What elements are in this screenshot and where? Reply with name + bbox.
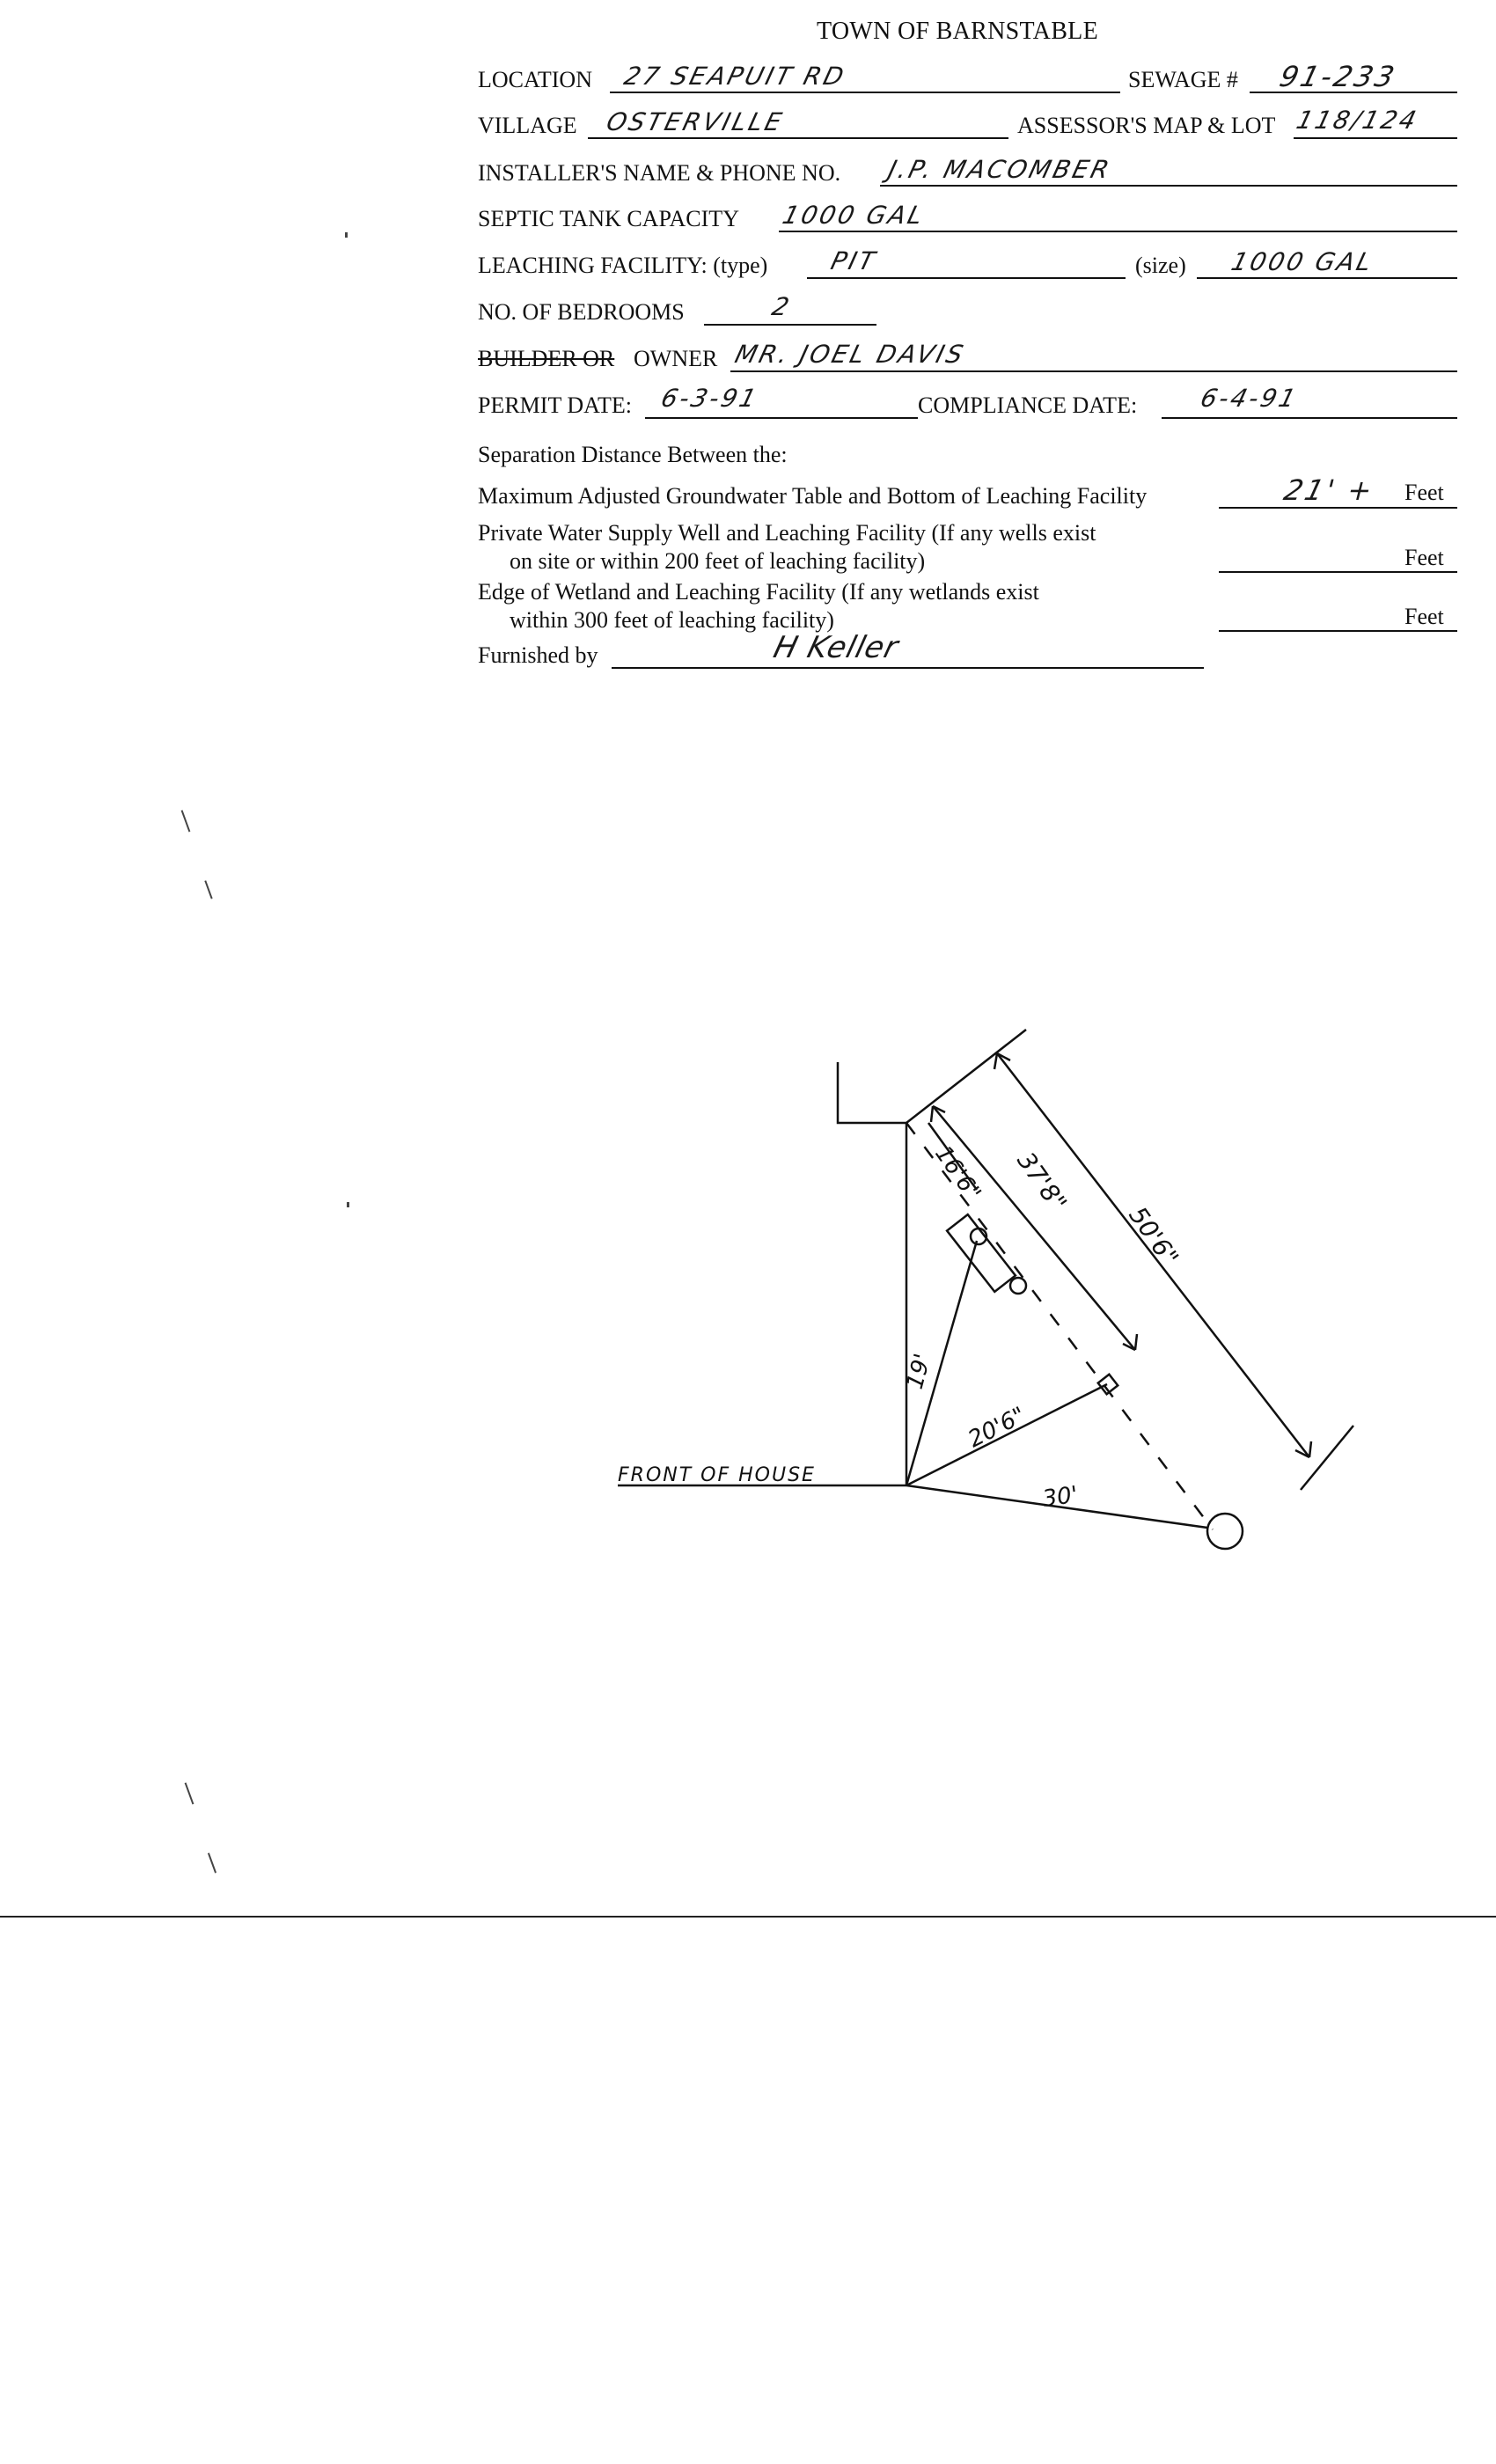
groundwater-unit: Feet — [1404, 480, 1444, 505]
lot-line-upper — [906, 1030, 1026, 1123]
tank-outlet-mark — [1010, 1278, 1026, 1294]
separation-heading: Separation Distance Between the: — [478, 442, 788, 467]
leaching-label: LEACHING FACILITY: (type) — [478, 253, 768, 278]
location-value: 27 SEAPUIT RD — [620, 62, 849, 91]
tank-label: SEPTIC TANK CAPACITY — [478, 206, 739, 231]
permit-label: PERMIT DATE: — [478, 392, 633, 418]
house-corner — [838, 1062, 906, 1123]
dim-house-well-label: 30' — [1040, 1481, 1080, 1513]
page-title: TOWN OF BARNSTABLE — [817, 18, 1098, 45]
size-value: 1000 GAL — [1228, 247, 1377, 276]
dim-pit-label: 37'8" — [1011, 1147, 1073, 1217]
owner-value: MR. JOEL DAVIS — [731, 340, 969, 369]
dim-pit-arrow — [933, 1106, 1135, 1350]
dim-lot-label: 50'6" — [1123, 1201, 1184, 1272]
front-of-house-label: FRONT OF HOUSE — [618, 1464, 816, 1486]
location-label: LOCATION — [478, 67, 592, 92]
wetland-label-1: Edge of Wetland and Leaching Facility (If any wetlands exist — [478, 579, 1039, 605]
builder-label: BUILDER OR — [478, 346, 615, 371]
well-label-2: on site or within 200 feet of leaching facility) — [510, 548, 926, 574]
tank-value: 1000 GAL — [779, 201, 928, 230]
map-lot-value: 118/124 — [1293, 106, 1422, 135]
bedrooms-label: NO. OF BEDROOMS — [478, 299, 685, 325]
wetland-label-2: within 300 feet of leaching facility) — [510, 607, 834, 633]
dim-house-pit-label: 20'6" — [964, 1402, 1030, 1454]
scan-speck — [345, 232, 348, 238]
installer-label: INSTALLER'S NAME & PHONE NO. — [478, 160, 841, 186]
bedrooms-value: 2 — [768, 292, 795, 321]
village-label: VILLAGE — [478, 113, 577, 138]
leaching-type-value: PIT — [827, 246, 881, 275]
compliance-value: 6-4-91 — [1197, 384, 1302, 413]
map-lot-label: ASSESSOR'S MAP & LOT — [1017, 113, 1276, 138]
page-bottom-rule — [0, 1916, 1496, 1918]
sewage-value: 91-233 — [1276, 60, 1401, 93]
well-label-1: Private Water Supply Well and Leaching Facility (If any wells exist — [478, 520, 1096, 546]
well-circle — [1207, 1514, 1243, 1549]
permit-value: 6-3-91 — [657, 384, 762, 413]
size-label: (size) — [1135, 253, 1186, 278]
scan-speck — [347, 1202, 349, 1207]
dim-house-tank-label: 19' — [901, 1351, 937, 1392]
owner-label: OWNER — [634, 346, 718, 371]
dim-tank-label: 16'6" — [929, 1140, 986, 1206]
sewage-label: SEWAGE # — [1128, 67, 1238, 92]
installer-value: J.P. MACOMBER — [884, 155, 1115, 184]
well-unit: Feet — [1404, 545, 1444, 570]
groundwater-value: 21' + — [1280, 473, 1379, 507]
wetland-unit: Feet — [1404, 604, 1444, 629]
groundwater-label: Maximum Adjusted Groundwater Table and Bottom of Leaching Facility — [478, 483, 1148, 509]
signature: H Keller — [770, 630, 903, 665]
furnished-label: Furnished by — [478, 642, 598, 668]
compliance-label: COMPLIANCE DATE: — [918, 392, 1138, 418]
village-value: OSTERVILLE — [603, 107, 788, 136]
